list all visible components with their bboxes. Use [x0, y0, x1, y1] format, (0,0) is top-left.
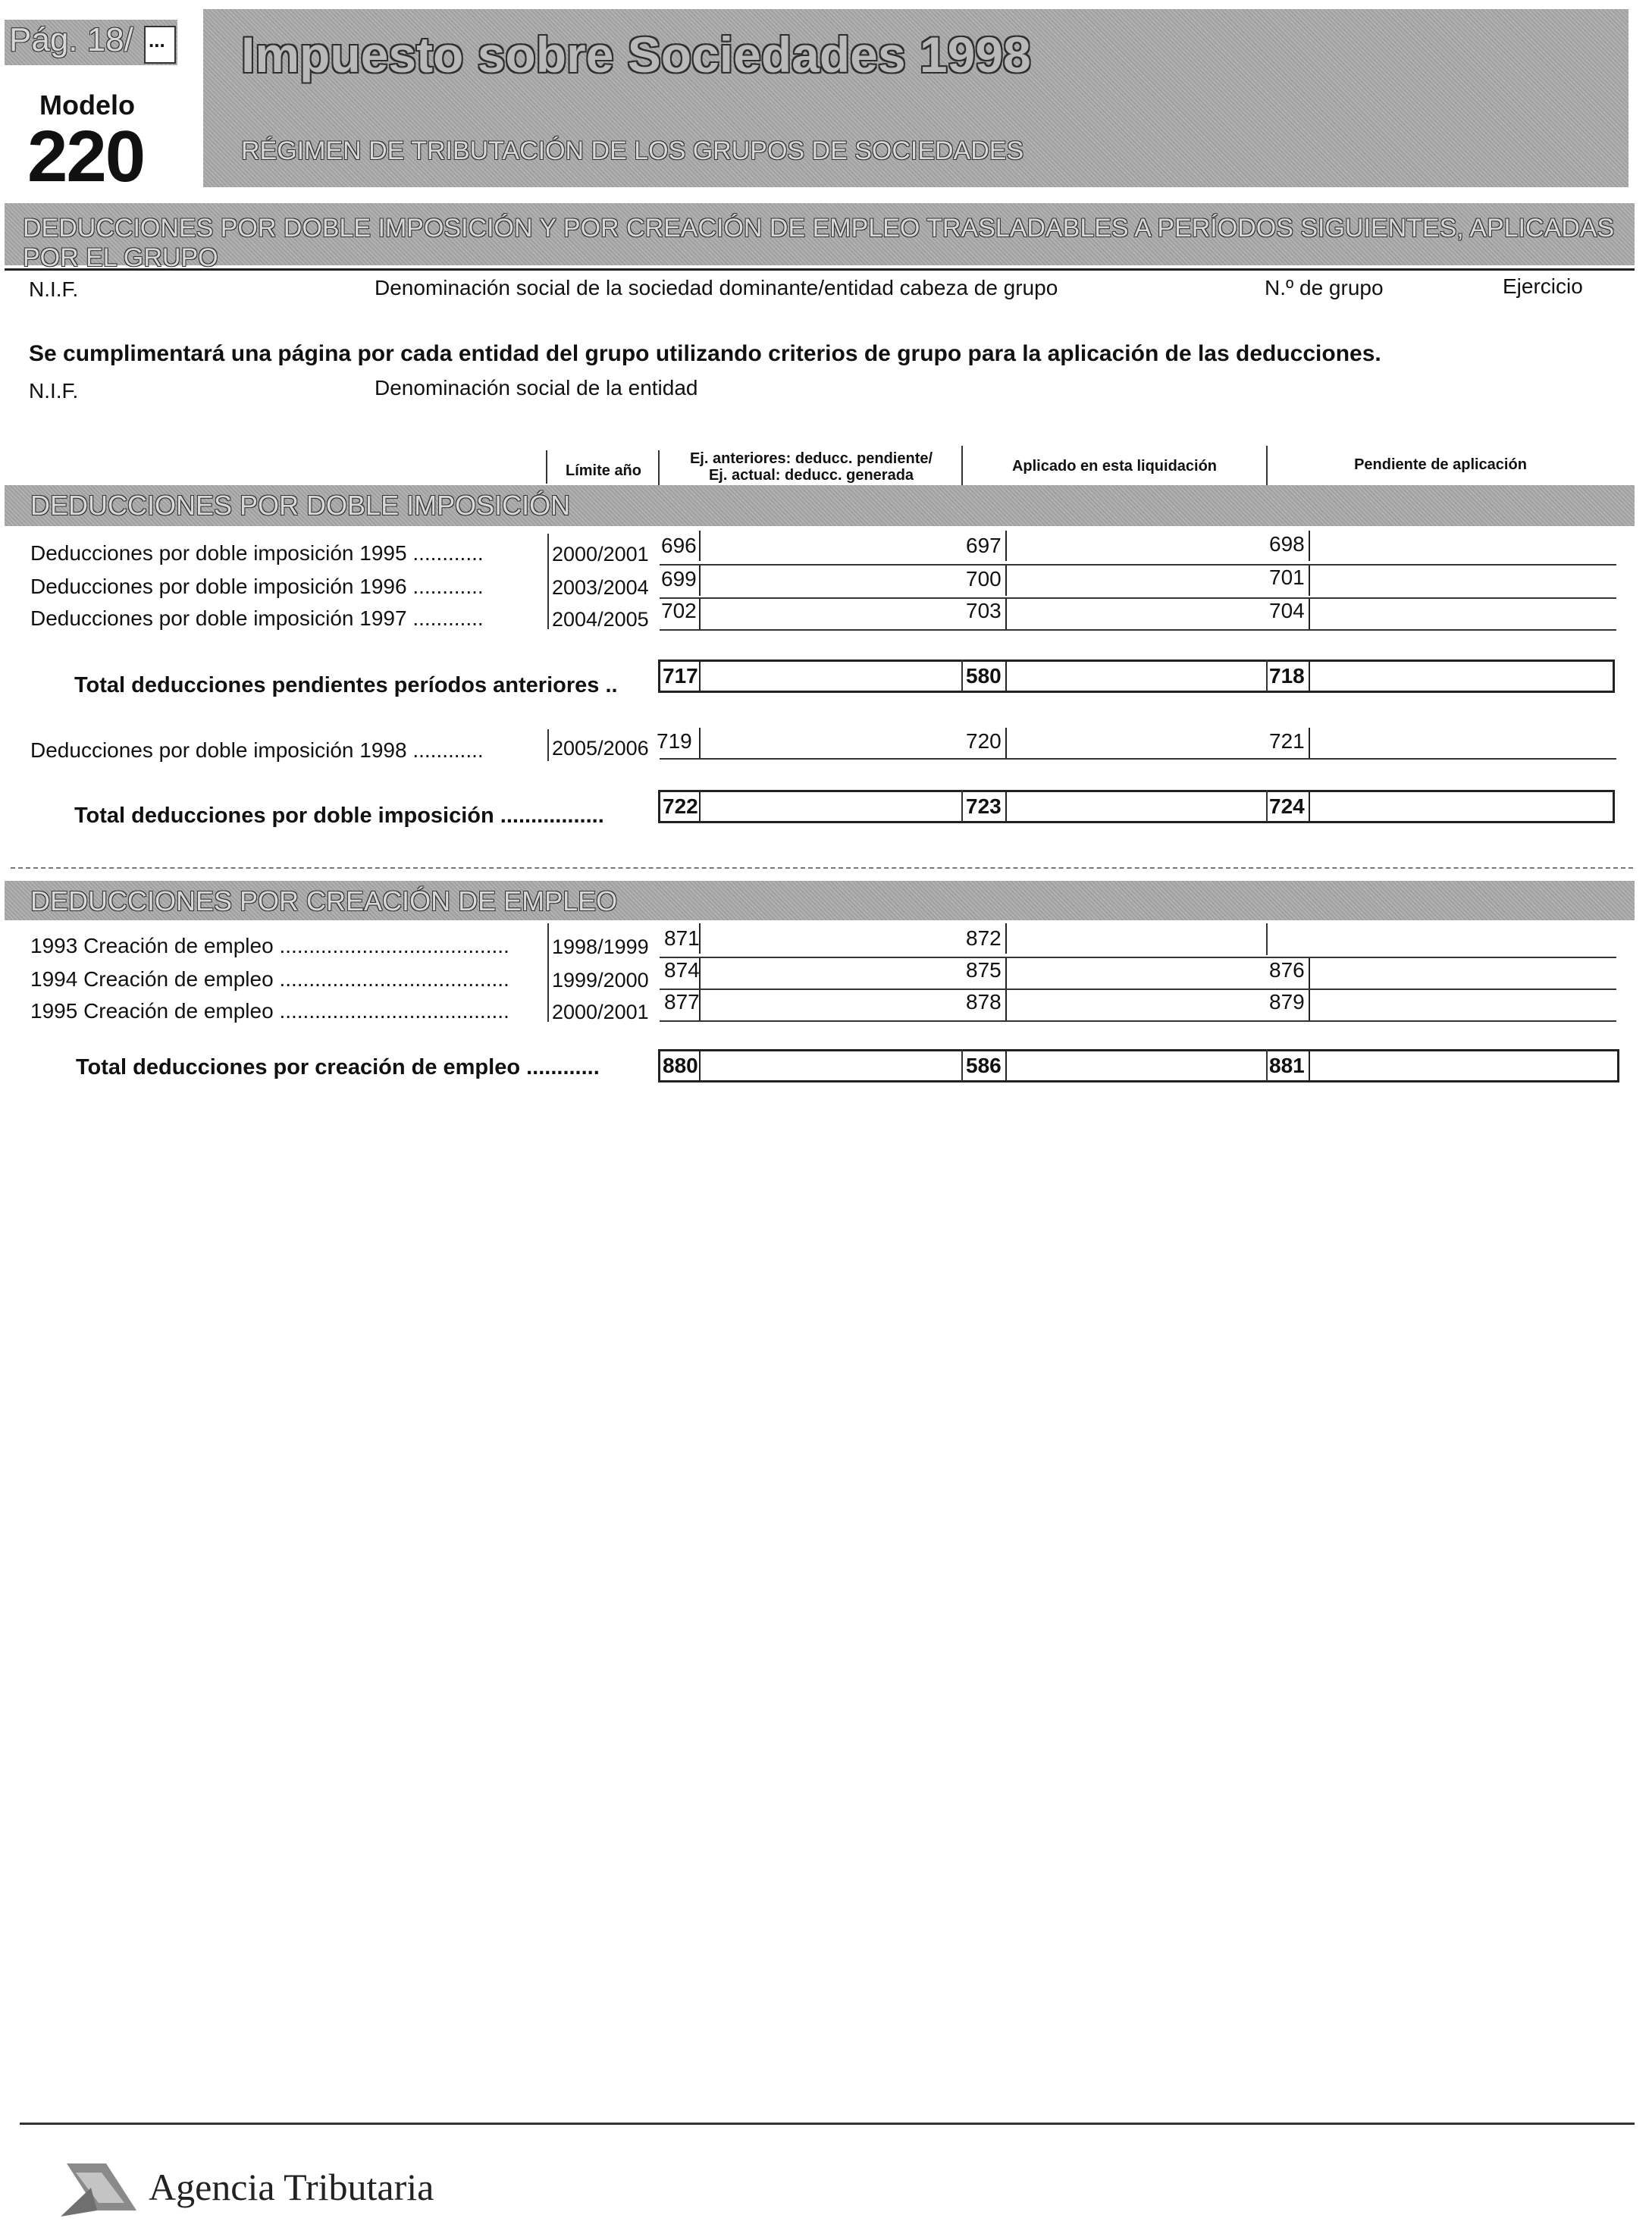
box-code: 878	[966, 990, 1002, 1014]
row-label: Deducciones por doble imposición 1997 ............	[30, 606, 484, 630]
row-rule	[660, 758, 1616, 760]
box-field[interactable]	[699, 958, 701, 988]
box-code: 586	[966, 1054, 1002, 1077]
modelo-label: Modelo	[39, 89, 135, 121]
box-code: 880	[663, 1054, 698, 1077]
form-title: Impuesto sobre Sociedades 1998	[241, 27, 1031, 83]
box-code: 720	[966, 729, 1002, 753]
box-code: 724	[1269, 794, 1305, 818]
footer-rule	[20, 2123, 1635, 2125]
box-sep	[1266, 660, 1268, 691]
row-limit-divider	[547, 729, 549, 761]
total-doble-field[interactable]	[658, 790, 1615, 823]
header-col2: Aplicado en esta liquidación	[1011, 458, 1218, 475]
row-limit: 1998/1999	[552, 935, 649, 958]
header-col1-line1: Ej. anteriores: deducc. pendiente/	[689, 450, 933, 467]
row-rule	[660, 1020, 1616, 1022]
box-code: 701	[1269, 566, 1305, 589]
box-code: 717	[663, 664, 698, 688]
box-field[interactable]	[699, 990, 701, 1020]
box-code: 697	[966, 534, 1002, 557]
box-code: 721	[1269, 729, 1305, 753]
box-field[interactable]	[699, 728, 701, 758]
header-limite: Límite año	[565, 462, 641, 479]
box-code: 702	[661, 599, 697, 622]
box-code: 703	[966, 599, 1002, 622]
box-code: 580	[966, 664, 1002, 688]
box-sep	[1266, 923, 1268, 955]
row-rule	[660, 988, 1616, 990]
box-field	[1309, 1051, 1310, 1081]
box-sep	[961, 1049, 963, 1081]
box-code: 722	[663, 794, 698, 818]
row-label: Deducciones por doble imposición 1998 ............	[30, 738, 484, 762]
box-field[interactable]	[1309, 728, 1310, 758]
row-limit: 2005/2006	[552, 737, 649, 760]
box-field[interactable]	[1005, 958, 1007, 988]
modelo-number: 220	[27, 116, 145, 197]
box-field	[699, 661, 701, 691]
denominacion-entidad-label: Denominación social de la entidad	[375, 376, 698, 399]
box-code: 881	[1269, 1054, 1305, 1077]
total-prev-field[interactable]	[658, 660, 1615, 693]
row-label: 1994 Creación de empleo .......................................	[30, 967, 509, 991]
row-label: 1993 Creación de empleo .......................................	[30, 934, 509, 957]
doble-section-title: DEDUCCIONES POR DOBLE IMPOSICIÓN	[30, 490, 571, 521]
form-subtitle: RÉGIMEN DE TRIBUTACIÓN DE LOS GRUPOS DE SOCIEDADES	[241, 136, 1024, 165]
header-col1-line2: Ej. actual: deducc. generada	[708, 467, 914, 484]
col-sep-a	[546, 450, 547, 484]
page-label: Pág. 18/	[9, 21, 133, 58]
row-limit: 2003/2004	[552, 576, 649, 599]
row-limit: 2004/2005	[552, 608, 649, 631]
box-code: 719	[657, 729, 692, 753]
nif-label: N.I.F.	[29, 277, 79, 301]
box-code: 723	[966, 794, 1002, 818]
row-rule	[660, 597, 1616, 599]
divider-id	[5, 268, 1635, 271]
box-field	[1309, 791, 1310, 822]
box-sep	[1266, 1049, 1268, 1081]
box-code: 874	[664, 958, 700, 982]
row-limit: 2000/2001	[552, 543, 649, 566]
row-limit-divider	[547, 534, 549, 629]
box-field	[699, 791, 701, 822]
box-field	[1005, 1051, 1007, 1081]
box-code: 871	[664, 926, 700, 950]
ejercicio-label: Ejercicio	[1503, 274, 1583, 298]
total-label: Total deducciones por doble imposición .................	[74, 804, 604, 828]
row-rule	[660, 564, 1616, 566]
box-field[interactable]	[1005, 566, 1007, 596]
box-code: 872	[966, 926, 1002, 950]
page-total-dots: ...	[149, 29, 165, 52]
box-field[interactable]	[699, 531, 701, 561]
row-rule	[660, 957, 1616, 958]
row-label: Deducciones por doble imposición 1995 ............	[30, 541, 484, 565]
box-field	[1005, 791, 1007, 822]
box-field[interactable]	[1005, 531, 1007, 561]
row-label: 1995 Creación de empleo .......................................	[30, 999, 509, 1023]
box-field	[1309, 661, 1310, 691]
empleo-section-title: DEDUCCIONES POR CREACIÓN DE EMPLEO	[30, 885, 618, 916]
box-code: 879	[1269, 990, 1305, 1014]
header-col3: Pendiente de aplicación	[1354, 456, 1527, 473]
box-field[interactable]	[1309, 531, 1310, 561]
box-code: 698	[1269, 532, 1305, 556]
box-field[interactable]	[699, 923, 701, 954]
row-limit-divider	[547, 923, 549, 1022]
row-limit: 1999/2000	[552, 969, 649, 992]
box-code: 696	[661, 534, 697, 557]
box-code: 876	[1269, 958, 1305, 982]
total-label: Total deducciones por creación de empleo ............	[76, 1055, 600, 1079]
agency-name: Agencia Tributaria	[149, 2166, 434, 2208]
row-limit: 2000/2001	[552, 1001, 649, 1023]
box-code: 718	[1269, 664, 1305, 688]
box-code: 877	[664, 990, 700, 1014]
box-field[interactable]	[699, 599, 701, 629]
box-field[interactable]	[1005, 923, 1007, 954]
box-code: 704	[1269, 599, 1305, 622]
box-code: 699	[661, 567, 697, 591]
box-field[interactable]	[699, 566, 701, 596]
row-label: Deducciones por doble imposición 1996 ............	[30, 575, 484, 598]
box-field[interactable]	[1005, 728, 1007, 758]
section-separator	[11, 867, 1633, 869]
total-empleo-field[interactable]	[658, 1049, 1619, 1082]
box-sep	[1266, 790, 1268, 822]
box-field[interactable]	[1309, 599, 1310, 629]
box-field	[1005, 661, 1007, 691]
col-sep-d	[1266, 446, 1268, 490]
row-rule	[660, 629, 1616, 631]
box-field[interactable]	[1005, 599, 1007, 629]
box-code: 875	[966, 958, 1002, 982]
box-field[interactable]	[1005, 990, 1007, 1020]
agency-logo-icon	[61, 2157, 144, 2226]
box-sep	[961, 660, 963, 691]
box-sep	[961, 790, 963, 822]
section-banner-text: DEDUCCIONES POR DOBLE IMPOSICIÓN Y POR CREACIÓN DE EMPLEO TRASLADABLES A PERÍODOS SIGUIENTES, APLICADAS POR EL GRUPO	[23, 214, 1615, 272]
box-field[interactable]	[1309, 990, 1310, 1020]
col-sep-c	[961, 446, 963, 490]
box-code: 700	[966, 567, 1002, 591]
denominacion-dominante-label: Denominación social de la sociedad dominante/entidad cabeza de grupo	[375, 276, 1058, 299]
box-field	[699, 1051, 701, 1081]
box-field[interactable]	[1309, 958, 1310, 988]
instruction-text: Se cumplimentará una página por cada entidad del grupo utilizando criterios de grupo para la aplicación de las deducciones.	[29, 341, 1381, 366]
num-grupo-label: N.º de grupo	[1265, 276, 1384, 299]
box-field[interactable]	[1309, 566, 1310, 596]
total-label: Total deducciones pendientes períodos anteriores ..	[74, 673, 618, 697]
nif-entidad-label: N.I.F.	[29, 379, 79, 403]
